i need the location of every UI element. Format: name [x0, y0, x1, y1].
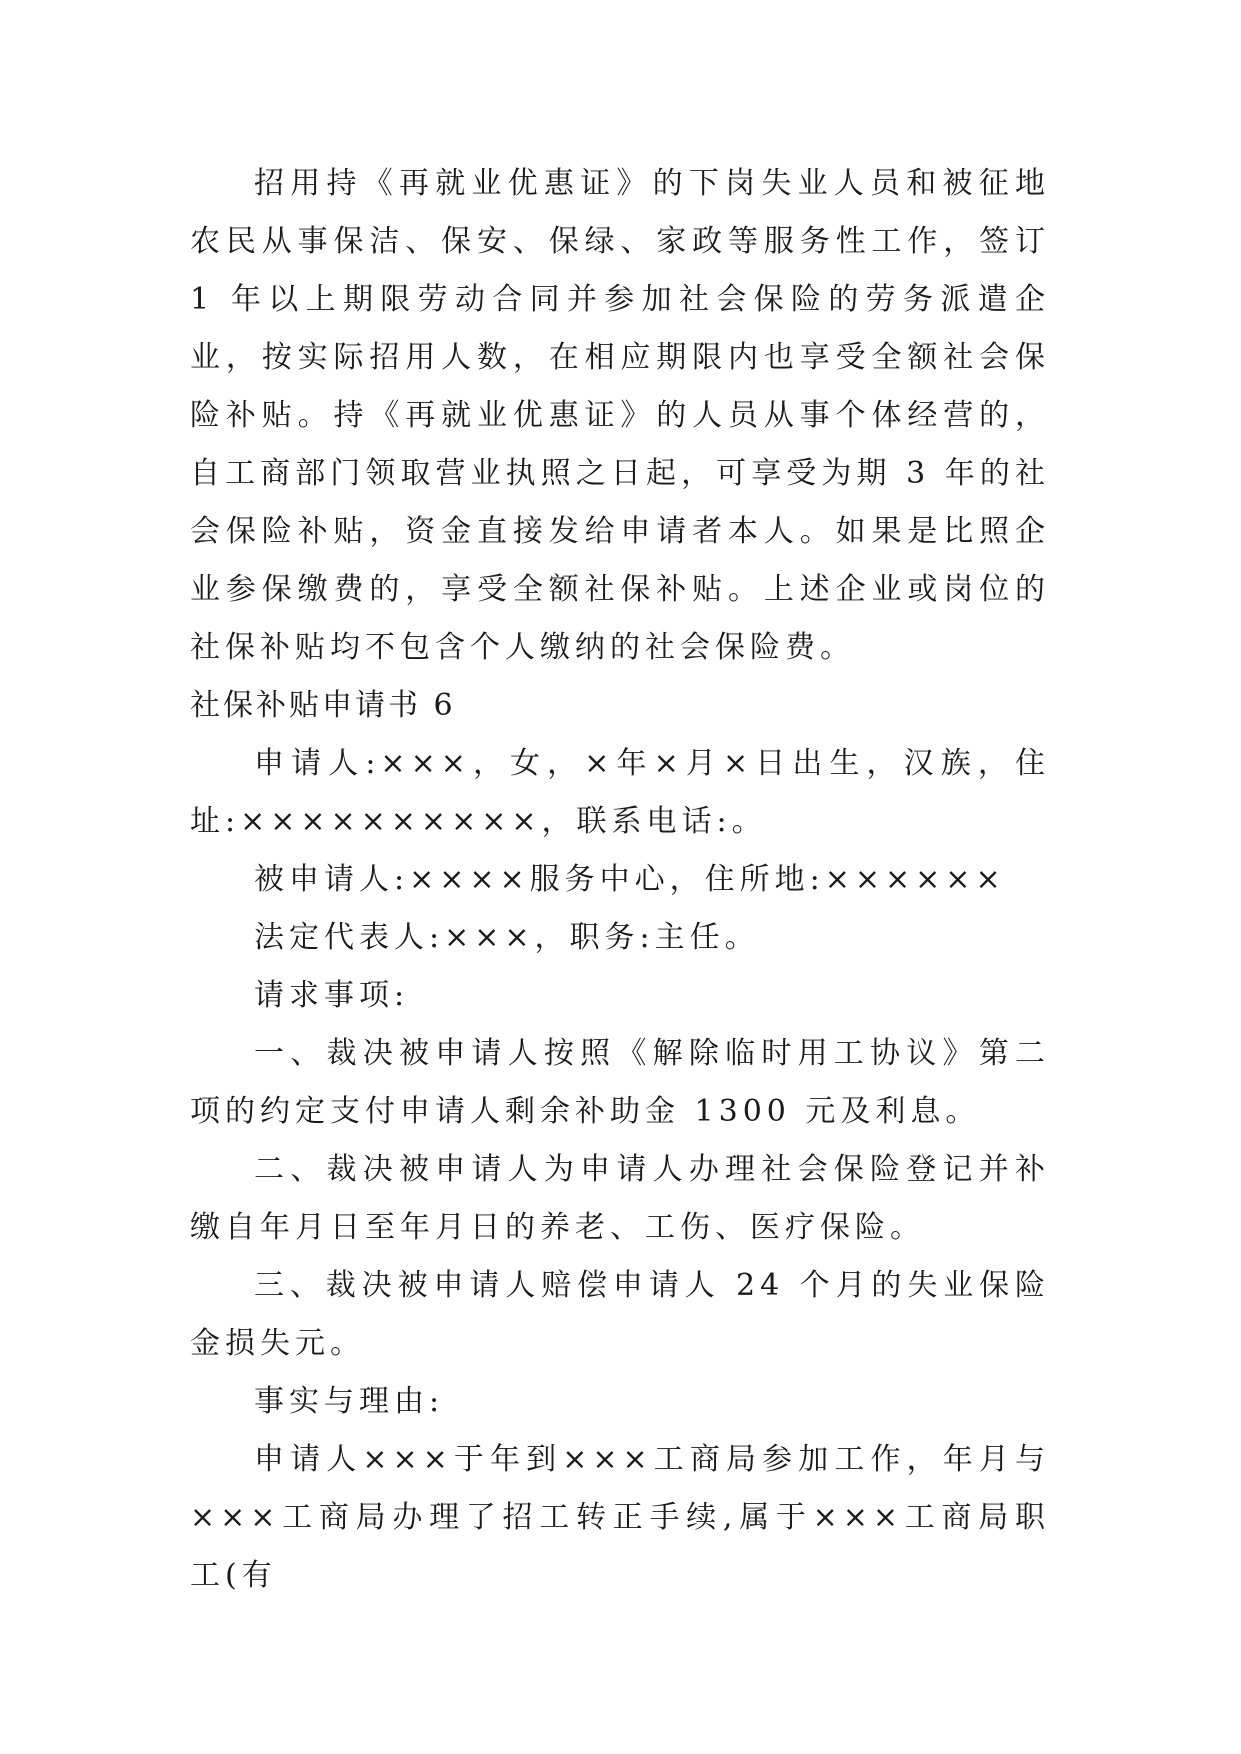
paragraph-respondent: 被申请人:××××服务中心，住所地:××××××	[254, 862, 1006, 897]
paragraph-subsidy-policy: 招用持《再就业优惠证》的下岗失业人员和被征地农民从事保洁、保安、保绿、家政等服务性工作，签订 1 年以上期限劳动合同并参加社会保险的劳务派遣企业，按实际招用人数，在相应期限内也享受全额社会保险补贴。持《再就业优惠证》的人员从事个体经营的，自工商部门领取营业执照之日起，可享受为期 3 年的社会保险补贴，资金直接发给申请者本人。如果是比照企业参保缴费的，享受全额社保补贴。上述企业或岗位的社保补贴均不包含个人缴纳的社会保险费。	[190, 166, 1050, 665]
paragraph-facts-1: 申请人×××于年到×××工商局参加工作，年月与×××工商局办理了招工转正手续,属于×××工商局职工(有	[190, 1442, 1050, 1593]
paragraph-legal-rep: 法定代表人:×××，职务:主任。	[254, 920, 760, 955]
document-page	[190, 155, 1050, 1605]
paragraph-applicant: 申请人:×××，女，×年×月×日出生，汉族，住址:××××××××××，联系电话:。	[190, 746, 1050, 839]
paragraph-request-1: 一、裁决被申请人按照《解除临时用工协议》第二项的约定支付申请人剩余补助金 1300 元及利息。	[190, 1036, 1050, 1129]
requests-label: 请求事项:	[254, 978, 410, 1013]
paragraph-request-2: 二、裁决被申请人为申请人办理社会保险登记并补缴自年月日至年月日的养老、工伤、医疗保险。	[190, 1152, 1050, 1245]
facts-label: 事实与理由:	[254, 1384, 445, 1419]
paragraph-request-3: 三、裁决被申请人赔偿申请人 24 个月的失业保险金损失元。	[190, 1268, 1050, 1361]
section-title: 社保补贴申请书 6	[190, 688, 456, 723]
